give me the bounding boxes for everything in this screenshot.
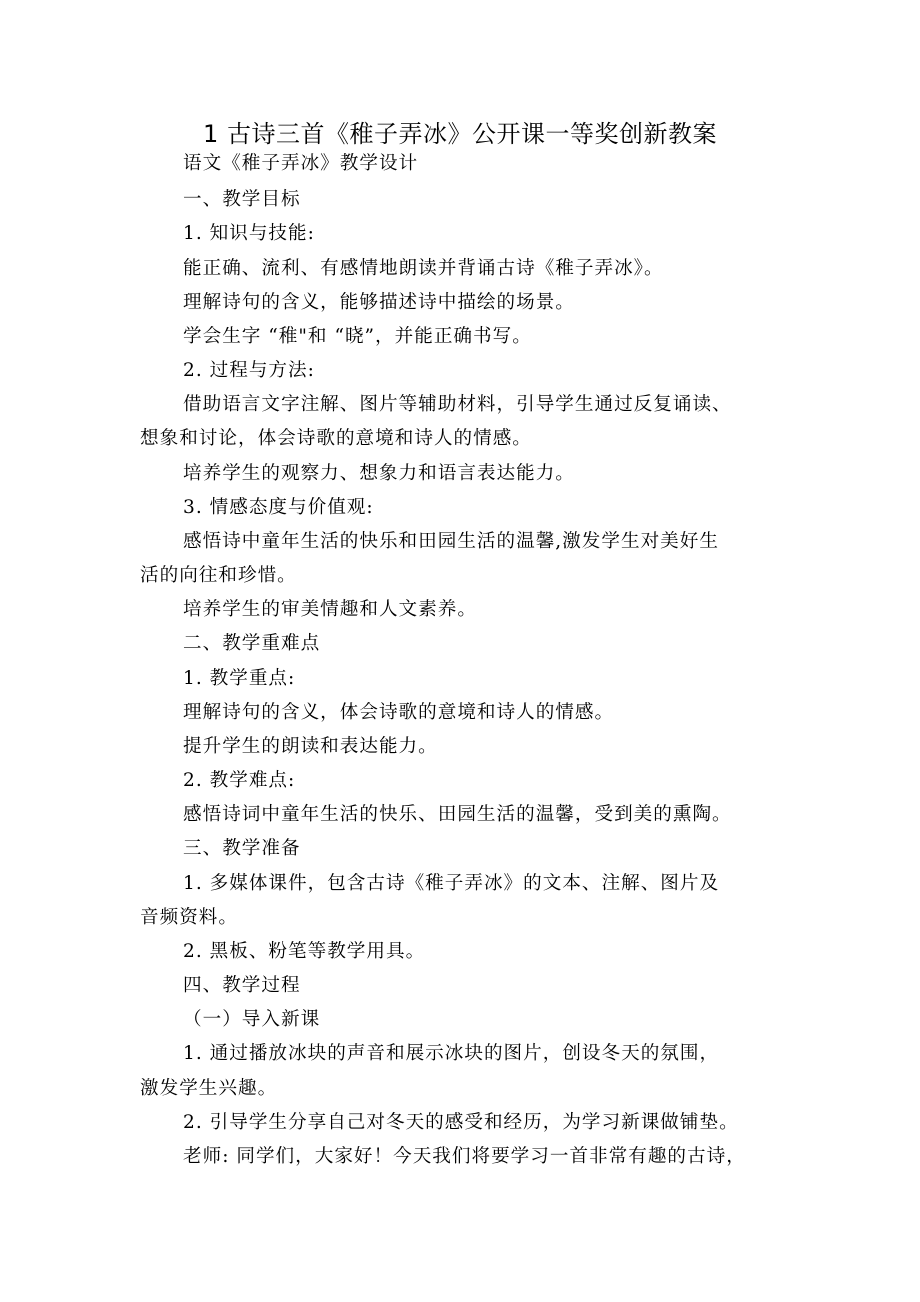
text-line: 学会生字 “稚"和 “晓”，并能正确书写。 — [183, 326, 532, 347]
text-line: 1. 多媒体课件，包含古诗《稚子弄冰》的文本、注解、图片及 — [183, 873, 720, 894]
text-line: 理解诗句的含义，体会诗歌的意境和诗人的情感。 — [183, 702, 615, 723]
text-line: 提升学生的朗读和表达能力。 — [183, 736, 438, 757]
text-line: 培养学生的观察力、想象力和语言表达能力。 — [183, 463, 575, 484]
subsection-heading: 2. 过程与方法: — [183, 360, 315, 381]
subsection-heading: 3. 情感态度与价值观: — [183, 497, 374, 518]
text-line: 老师: 同学们，大家好！今天我们将要学习一首非常有趣的古诗， — [183, 1146, 746, 1167]
text-line: 语文《稚子弄冰》教学设计 — [183, 153, 419, 174]
text-line: 理解诗句的含义，能够描述诗中描绘的场景。 — [183, 292, 575, 313]
subsection-heading: 1. 知识与技能: — [183, 223, 315, 244]
text-line: 感悟诗词中童年生活的快乐、田园生活的温馨，受到美的熏陶。 — [183, 804, 732, 825]
text-line: 音频资料。 — [140, 907, 238, 928]
text-line: 想象和讨论，体会诗歌的意境和诗人的情感。 — [140, 428, 532, 449]
section-heading: 一、教学目标 — [183, 189, 301, 210]
section-heading: 四、教学过程 — [183, 975, 301, 996]
text-line: 培养学生的审美情趣和人文素养。 — [183, 599, 477, 620]
section-heading: 三、教学准备 — [183, 838, 301, 859]
section-heading: 二、教学重难点 — [183, 633, 321, 654]
subsection-heading: （一）导入新课 — [183, 1009, 321, 1030]
subsection-heading: 2. 教学难点: — [183, 770, 296, 791]
text-line: 借助语言文字注解、图片等辅助材料，引导学生通过反复诵读、 — [183, 394, 732, 415]
text-line: 2. 黑板、粉笔等教学用具。 — [183, 941, 426, 962]
text-line: 活的向往和珍惜。 — [140, 565, 297, 586]
text-line: 1. 通过播放冰块的声音和展示冰块的图片，创设冬天的氛围， — [183, 1043, 720, 1064]
text-line: 感悟诗中童年生活的快乐和田园生活的温馨,激发学生对美好生 — [183, 531, 719, 552]
text-line: 能正确、流利、有感情地朗读并背诵古诗《稚子弄冰》。 — [183, 258, 664, 279]
text-line: 2. 引导学生分享自己对冬天的感受和经历，为学习新课做铺垫。 — [183, 1112, 739, 1133]
text-line: 激发学生兴趣。 — [140, 1078, 278, 1099]
document-title: 1 古诗三首《稚子弄冰》公开课一等奖创新教案 — [203, 120, 717, 148]
subsection-heading: 1. 教学重点: — [183, 668, 296, 689]
